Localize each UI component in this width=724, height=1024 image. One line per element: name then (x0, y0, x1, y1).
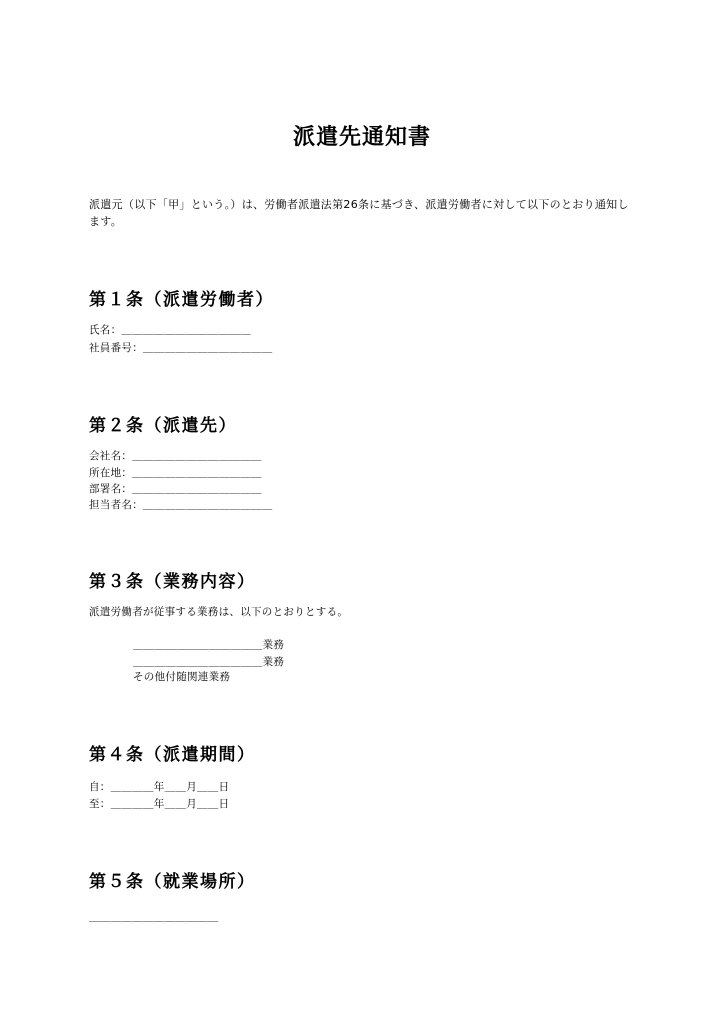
article-5-heading: 第５条（就業場所） (89, 872, 256, 892)
work-location-field-line: ＿＿＿＿＿＿＿＿＿＿＿＿ (89, 911, 219, 923)
article-3-heading: 第３条（業務内容） (89, 572, 256, 592)
article-2-heading: 第２条（派遣先） (89, 416, 237, 436)
article-1-heading: 第１条（派遣労働者） (89, 290, 274, 310)
name-field-line: 氏名：＿＿＿＿＿＿＿＿＿＿＿＿ (89, 324, 251, 336)
intro-paragraph: 派遣元（以下「甲」という。）は、労働者派遣法第26条に基づき、派遣労働者に対して以下のとおり通知します。 (89, 198, 629, 228)
duty-item-3: その他付随関連業務 (133, 671, 231, 683)
department-field-line: 部署名：＿＿＿＿＿＿＿＿＿＿＿＿ (89, 483, 262, 495)
article-3-text: 派遣労働者が従事する業務は、以下のとおりとする。 (89, 606, 349, 618)
duty-item-1: ＿＿＿＿＿＿＿＿＿＿＿＿業務 (133, 639, 285, 651)
duty-item-2: ＿＿＿＿＿＿＿＿＿＿＿＿業務 (133, 656, 285, 668)
address-field-line: 所在地：＿＿＿＿＿＿＿＿＿＿＿＿ (89, 467, 262, 479)
article-4-heading: 第４条（派遣期間） (89, 745, 256, 765)
company-name-field-line: 会社名：＿＿＿＿＿＿＿＿＿＿＿＿ (89, 450, 262, 462)
employee-number-field-line: 社員番号：＿＿＿＿＿＿＿＿＿＿＿＿ (89, 342, 273, 354)
period-end-line: 至：＿＿＿＿年＿＿月＿＿日 (89, 798, 230, 810)
contact-person-field-line: 担当者名：＿＿＿＿＿＿＿＿＿＿＿＿ (89, 499, 273, 511)
document-title: 派遣先通知書 (292, 125, 431, 150)
period-start-line: 自：＿＿＿＿年＿＿月＿＿日 (89, 781, 230, 793)
